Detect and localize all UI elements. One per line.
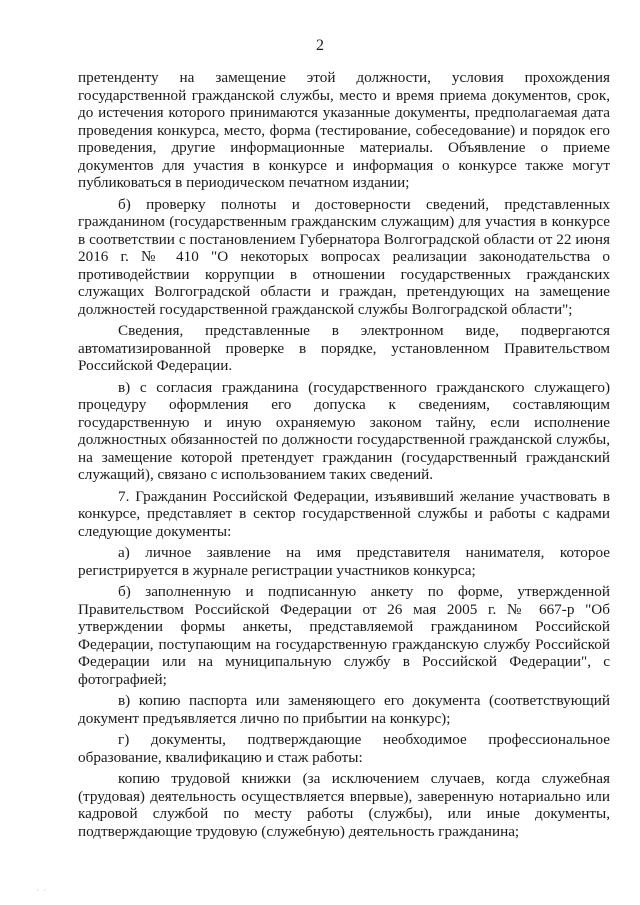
list-item-b-questionnaire: б) заполненную и подписанную анкету по форме, утвержденной Правительством Российской Федерации от 26 мая 2005 г. № 667-р "Об утверждении формы анкеты, представляемой гражданином Российской Федерации, поступающим на государственную гражданскую службу Российской Федерации или на муниципальную службу в Российской Федерации", с фотографией; [78,583,610,688]
paragraph-employment-record: копию трудовой книжки (за исключением случаев, когда служебная (трудовая) деятельность осуществляется впервые), заверенную нотариально или кадровой службой по месту работы (службы), или иные документы, подтверждающие трудовую (служебную) деятельность гражданина; [78,770,610,840]
scan-corner-mark: · · [36,885,48,895]
paragraph-section-7: 7. Гражданин Российской Федерации, изъявивший желание участвовать в конкурсе, представляет в сектор государственной службы и работы с кадрами следующие документы: [78,487,610,540]
list-item-g-documents: г) документы, подтверждающие необходимое профессиональное образование, квалификацию и стаж работы: [78,731,610,766]
paragraph-item-b-verification: б) проверку полноты и достоверности сведений, представленных гражданином (государственным гражданским служащим) для участия в конкурсе в соответствии с постановлением Губернатора Волгоградской области от 22 июня 2016 г. № 410 "О некоторых вопросах реализации законодательства о противодействии коррупции в отношении государственных гражданских служащих Волгоградской области и граждан, претендующих на замещение должностей государственной гражданской службы Волгоградской области"; [78,195,610,318]
document-body [78,69,610,840]
page-number: 2 [316,37,324,54]
paragraph-electronic-info: Сведения, представленные в электронном виде, подвергаются автоматизированной проверке в порядке, установленном Правительством Российской Федерации. [78,322,610,374]
paragraph-continuation: претенденту на замещение этой должности, условия прохождения государственной гражданской службы, место и время приема документов, срок, до истечения которого принимаются указанные документы, предполагаемая дата проведения конкурса, место, форма (тестирование, собеседование) и порядок его проведения, другие информационные материалы. Объявление о приеме документов для участия в конкурсе и информация о конкурсе также могут публиковаться в периодическом печатном издании; [78,69,610,191]
paragraph-item-v-clearance: в) с согласия гражданина (государственного гражданского служащего) процедуру оформления его допуска к сведениям, составляющим государственную и иную охраняемую законом тайну, если исполнение должностных обязанностей по должности государственной гражданской службы, на замещение которой претендует гражданин (государственный гражданский служащий), связано с использованием таких сведений. [78,378,610,483]
list-item-a-application: а) личное заявление на имя представителя нанимателя, которое регистрируется в журнале регистрации участников конкурса; [78,544,610,579]
list-item-v-passport: в) копию паспорта или заменяющего его документа (соответствующий документ предъявляется лично по прибытии на конкурс); [78,692,610,727]
